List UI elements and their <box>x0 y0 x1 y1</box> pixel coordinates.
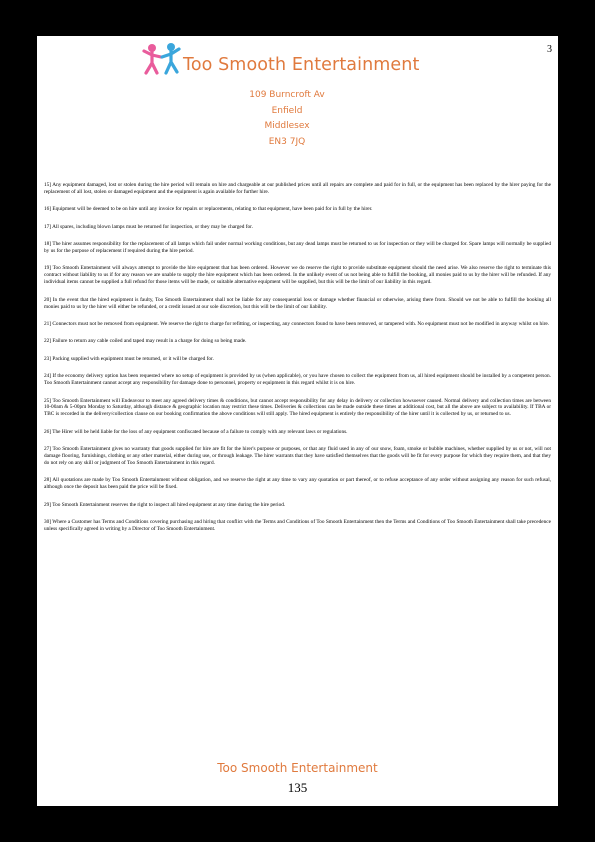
footer-company-name: Too Smooth Entertainment <box>217 761 378 775</box>
term-clause-30: 30] Where a Customer has Terms and Conditions covering purchasing and hiring that conflict with the Terms and Conditions of Too Smooth Entertainment then the Terms and Conditions of Too Smooth Entertainment shall take precedence unless specifically agreed in writing by a Director of Too Smooth Entertainment. <box>44 519 551 532</box>
term-clause-27: 27] Too Smooth Entertainment gives no warranty that goods supplied for hire are fit for the hirer's purpose or purposes, or that any fluid used in any of our snow, foam, smoke or bubble machines, whether supplied by us or not, will not damage flooring, furnishings, clothing or any other material, either during use, or through leakage. The hirer warrants that they have satisfied themselves that the goods will be fit for every purpose for which they require them, and that they do not rely on any skill or judgment of Too Smooth Entertainment in this regard. <box>44 446 551 466</box>
term-clause-21: 21] Connectors must not be removed from equipment. We reserve the right to charge for refitting, or inspecting, any connectors found to have been removed, or tampered with. No equipment must not be modified in anyway whilst on hire. <box>44 320 550 327</box>
address-line: Enfield <box>271 105 303 116</box>
term-clause-18: 18] The hirer assumes responsibility for the replacement of all lamps which fail under normal working conditions, but any dead lamps must be returned to us for inspection or they will be charged for. Spare lamps will normally be supplied by us for the purpose of replacement if required during the hire period. <box>44 241 551 255</box>
address-line: 109 Burncroft Av <box>249 90 325 100</box>
terms-and-conditions <box>44 182 551 543</box>
term-clause-23: 23] Packing supplied with equipment must be returned, or it will be charged for. <box>44 355 214 362</box>
term-clause-25: 25] Too Smooth Entertainment will Endeavour to meet any agreed delivery times & conditions, but cannot accept responsibility for any delay in delivery or collection howsoever caused. Normal delivery and collection times are between 10-00am & 5-00pm Monday to Saturday, although distance & geographic location may restrict these times. Deliveries & collections can be made outside these times at additional cost, but all the above are subject to availability. If TBA or TBC is recorded in the delivery/collection clause on our booking confirmation the above conditions will still apply. The hired equipment is entirely the responsibility of the hirer until it is collected by us, or returned to us. <box>44 397 551 418</box>
term-clause-16: 16] Equipment will be deemed to be on hire until any invoice for repairs or replacements, relating to that equipment, have been paid for in full by the hirer. <box>44 206 373 213</box>
term-clause-15: 15] Any equipment damaged, lost or stolen during the hire period will remain on hire and chargeable at our published prices until all repairs are complete and paid for in full, or the equipment has been replaced by the hirer paying for the replacement of all lost, stolen or damaged equipment and the equipment is again available for further hire. <box>44 182 551 195</box>
term-clause-28: 28] All quotations are made by Too Smooth Entertainment without obligation, and we reserve the right at any time to vary any quotation or part thereof, or to refuse acceptance of any order without assigning any reason for such refusal, although once the deposit has been paid the price will be fixed. <box>44 477 551 491</box>
term-clause-29: 29] Too Smooth Entertainment reserves the right to inspect all hired equipment at any time during the hire period. <box>44 501 286 508</box>
company-address <box>187 88 387 150</box>
company-name-heading: Too Smooth Entertainment <box>183 55 420 75</box>
document-page <box>37 36 558 806</box>
term-clause-17: 17] All spares, including blown lamps must be returned for inspection, or they may be charged for. <box>44 223 253 230</box>
term-clause-22: 22] Failure to return any cable coiled and taped may result in a charge for doing so being made. <box>44 338 247 345</box>
term-clause-19: 19] Too Smooth Entertainment will always attempt to provide the hire equipment that has been ordered. However we do reserve the right to provide substitute equipment should the need arise. We also reserve the right to terminate this contract without liability to us if for any reason we are unable to supply the hire equipment which has been ordered. In the unlikely event of us not being able to fulfill the booking, all monies paid to us by the hirer will be refunded. If any individual items cannot be supplied a full refund for those items will be made, or suitable alternative equipment will be supplied, but this will be the limit of our liability in this regard. <box>44 265 551 286</box>
term-clause-20: 20] In the event that the hired equipment is faulty, Too Smooth Entertainment shall not be liable for any consequential loss or damage whether financial or otherwise, arising there from. Should we not be able to fulfill the booking all monies paid to us by the hirer will either be refunded, or a credit issued at our sole discretion, but this will be the limit of our liability. <box>44 296 551 310</box>
dancing-figures-logo-icon <box>141 42 183 76</box>
corner-page-number: 3 <box>547 44 552 55</box>
address-line: EN3 7JQ <box>268 136 306 147</box>
term-clause-24: 24] If the economy delivery option has been requested where no setup of equipment is provided by us (when applicable), or you have chosen to collect the equipment from us, all hired equipment should be installed by a competent person. Too Smooth Entertainment cannot accept any responsibility for damage done to personnel, property or equipment in this regard whilst it is on hire. <box>44 373 551 387</box>
term-clause-26: 26] The Hirer will be held liable for the loss of any equipment confiscated because of a failure to comply with any relevant laws or regulations. <box>44 428 348 435</box>
address-line: Middlesex <box>264 121 310 131</box>
footer-page-number: 135 <box>287 780 308 795</box>
